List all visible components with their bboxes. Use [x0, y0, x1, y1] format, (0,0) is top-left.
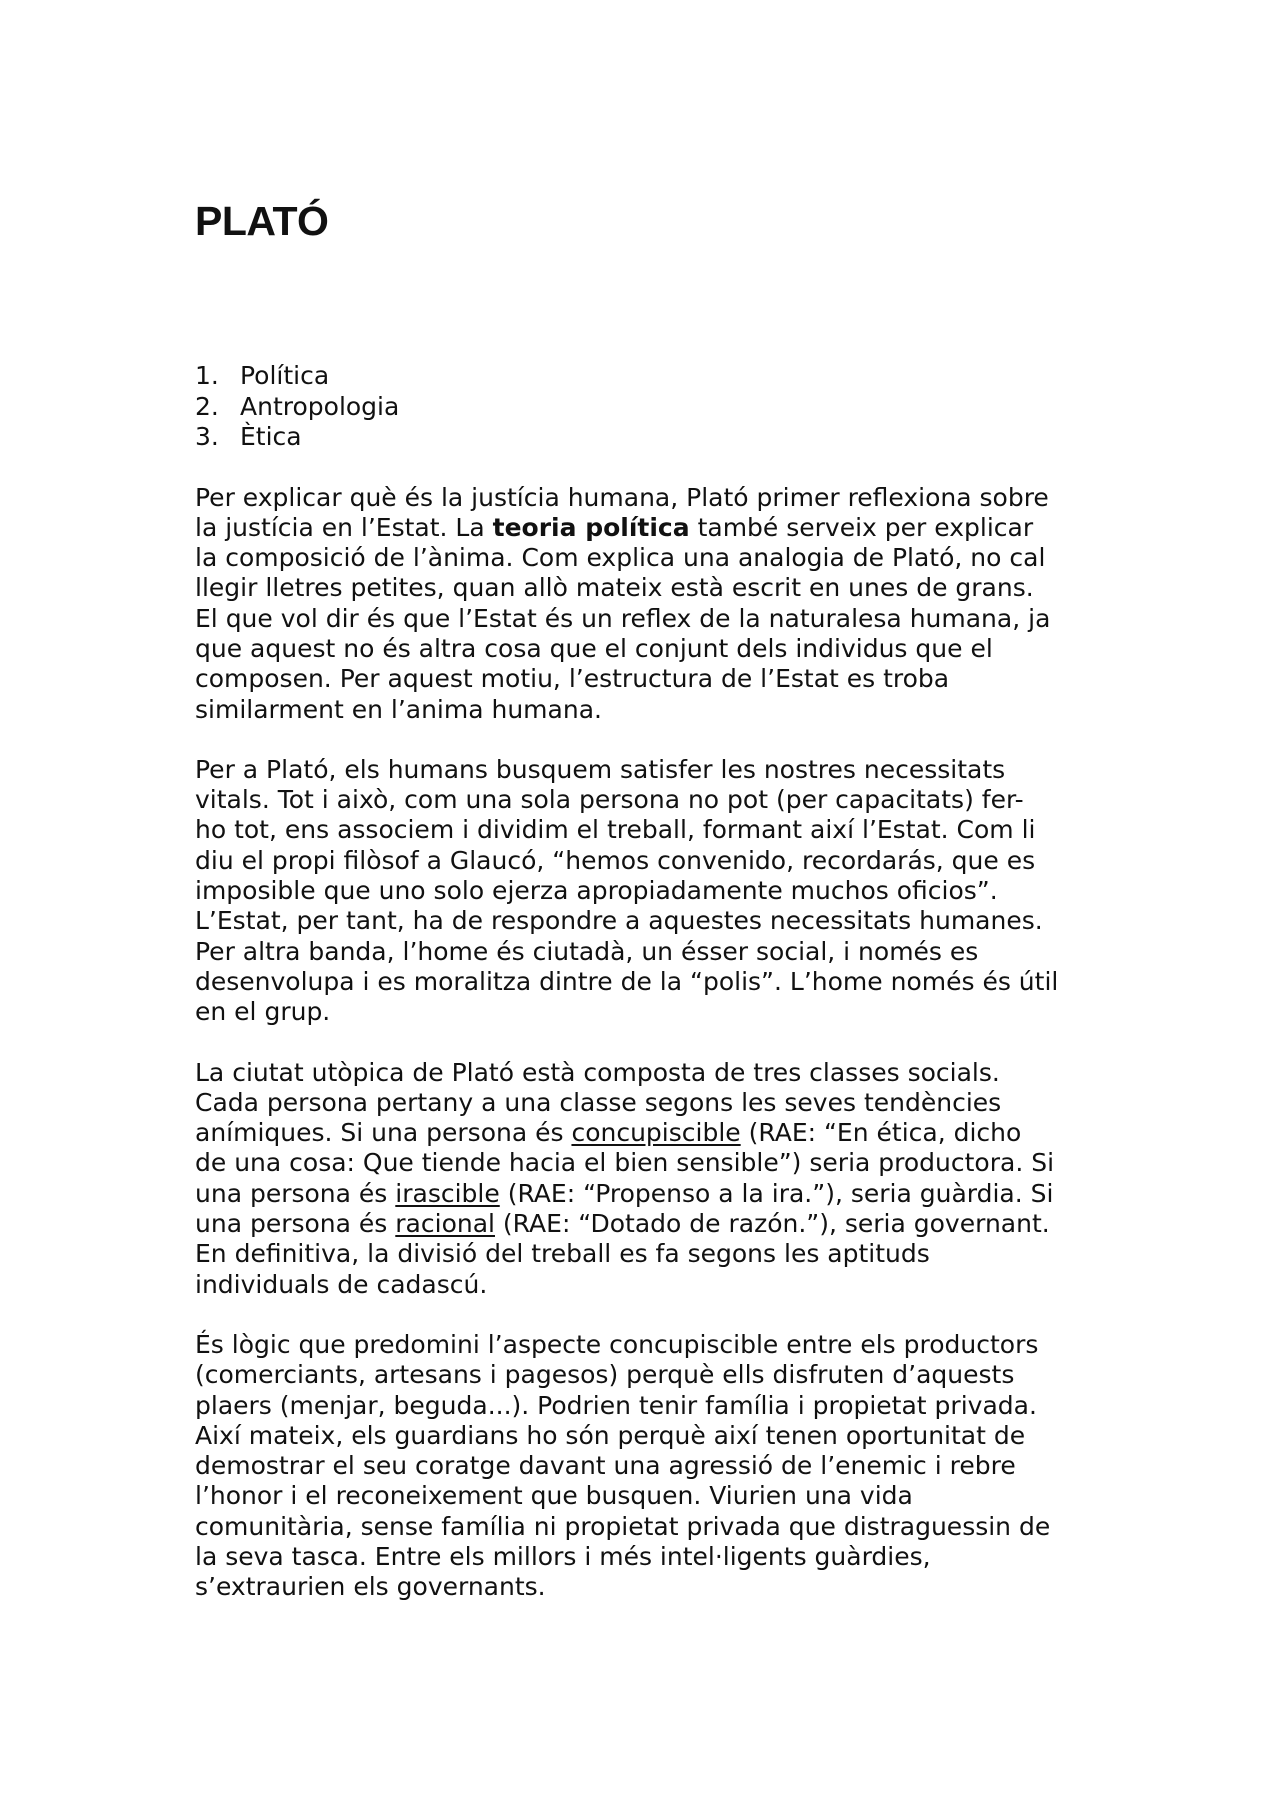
text-line: individuals de cadascú. [195, 1269, 488, 1299]
text-line: similarment en l’anima humana. [195, 694, 602, 724]
document-body [195, 196, 1095, 1603]
page-title: PLATÓ [195, 198, 329, 244]
list-item-number: 3. [195, 422, 219, 451]
text-span: una persona és [195, 1178, 396, 1208]
paragraph-classes-detail [195, 1330, 1095, 1603]
list-item [195, 361, 1095, 392]
text-line: Per explicar què és la justícia humana, Plató primer reflexiona sobre [195, 482, 1049, 512]
text-line: composen. Per aquest motiu, l’estructura de l’Estat es troba [195, 664, 950, 694]
list-item-number: 2. [195, 391, 219, 421]
paragraph-justice [195, 483, 1095, 725]
text-line: ho tot, ens associem i dividim el treball, formant així l’Estat. Com li [195, 815, 1036, 845]
list-item-label: Política [240, 361, 330, 390]
text-line: demostrar el seu coratge davant una agressió de l’enemic i rebre [195, 1451, 1016, 1481]
text-span: (RAE: “En ética, dicho [740, 1118, 1022, 1148]
list-item [195, 422, 1095, 453]
text-line: El que vol dir és que l’Estat és un reflex de la naturalesa humana, ja [195, 603, 1051, 633]
text-line: L’Estat, per tant, ha de respondre a aquestes necessitats humanes. [195, 906, 1043, 936]
text-line [195, 1118, 1095, 1148]
list-item-label: Ètica [240, 422, 302, 451]
text-line: imposible que uno solo ejerza apropiadamente muchos oficios”. [195, 876, 998, 906]
text-line: Cada persona pertany a una classe segons les seves tendències [195, 1087, 1002, 1117]
text-span: la justícia en l’Estat. La [195, 512, 493, 542]
text-line: de una cosa: Que tiende hacia el bien sensible”) seria productora. Si [195, 1148, 1055, 1178]
list-item-number: 1. [195, 361, 219, 390]
text-line: llegir lletres petites, quan allò mateix està escrit en unes de grans. [195, 573, 1034, 603]
text-span: anímiques. Si una persona és [195, 1118, 572, 1148]
underlined-term-racional: racional [395, 1209, 495, 1239]
underlined-term-concupiscible: concupiscible [571, 1118, 741, 1148]
paragraph-needs [195, 755, 1095, 1028]
text-line: en el grup. [195, 997, 331, 1027]
text-line: diu el propi filòsof a Glaucó, “hemos convenido, recordarás, que es [195, 845, 1036, 875]
text-span: també serveix per explicar [689, 512, 1034, 542]
text-line: l’honor i el reconeixement que busquen. Viurien una vida [195, 1481, 913, 1511]
text-line: comunitària, sense família ni propietat privada que distraguessin de [195, 1511, 1051, 1541]
text-line: desenvolupa i es moralitza dintre de la “polis”. L’home només és útil [195, 966, 1059, 996]
text-span: (RAE: “Propenso a la ira.”), seria guàrdia. Si [499, 1178, 1054, 1208]
text-line: Així mateix, els guardians ho són perquè així tenen oportunitat de [195, 1420, 1026, 1450]
text-line: la seva tasca. Entre els millors i més intel·ligents guàrdies, [195, 1542, 931, 1571]
text-line: És lògic que predomini l’aspecte concupiscible entre els productors [195, 1329, 1039, 1359]
text-line [195, 1179, 1095, 1209]
paragraph-social-classes [195, 1058, 1095, 1300]
text-line: que aquest no és altra cosa que el conjunt dels individus que el [195, 633, 993, 663]
text-line [195, 513, 1095, 543]
bold-term-political-theory: teoria política [492, 512, 690, 542]
list-item-label: Antropologia [240, 391, 400, 421]
text-span: una persona és [195, 1209, 396, 1239]
text-line [195, 1209, 1095, 1239]
text-line: La ciutat utòpica de Plató està composta de tres classes socials. [195, 1057, 1000, 1087]
text-line: vitals. Tot i això, com una sola persona no pot (per capacitats) fer- [195, 785, 1024, 815]
text-line: Per a Plató, els humans busquem satisfer les nostres necessitats [195, 754, 1006, 784]
text-line: (comerciants, artesans i pagesos) perquè ells disfruten d’aquests [195, 1360, 1015, 1390]
list-item [195, 392, 1095, 423]
text-line: la composició de l’ànima. Com explica una analogia de Plató, no cal [195, 543, 1046, 573]
text-line: s’extraurien els governants. [195, 1572, 546, 1602]
topic-list [195, 361, 1095, 453]
text-line: En definitiva, la divisió del treball es fa segons les aptituds [195, 1239, 930, 1269]
underlined-term-irascible: irascible [395, 1178, 500, 1208]
text-line: Per altra banda, l’home és ciutadà, un ésser social, i només es [195, 936, 979, 966]
text-span: (RAE: “Dotado de razón.”), seria governant. [494, 1209, 1050, 1239]
text-line: plaers (menjar, beguda...). Podrien tenir família i propietat privada. [195, 1390, 1037, 1420]
